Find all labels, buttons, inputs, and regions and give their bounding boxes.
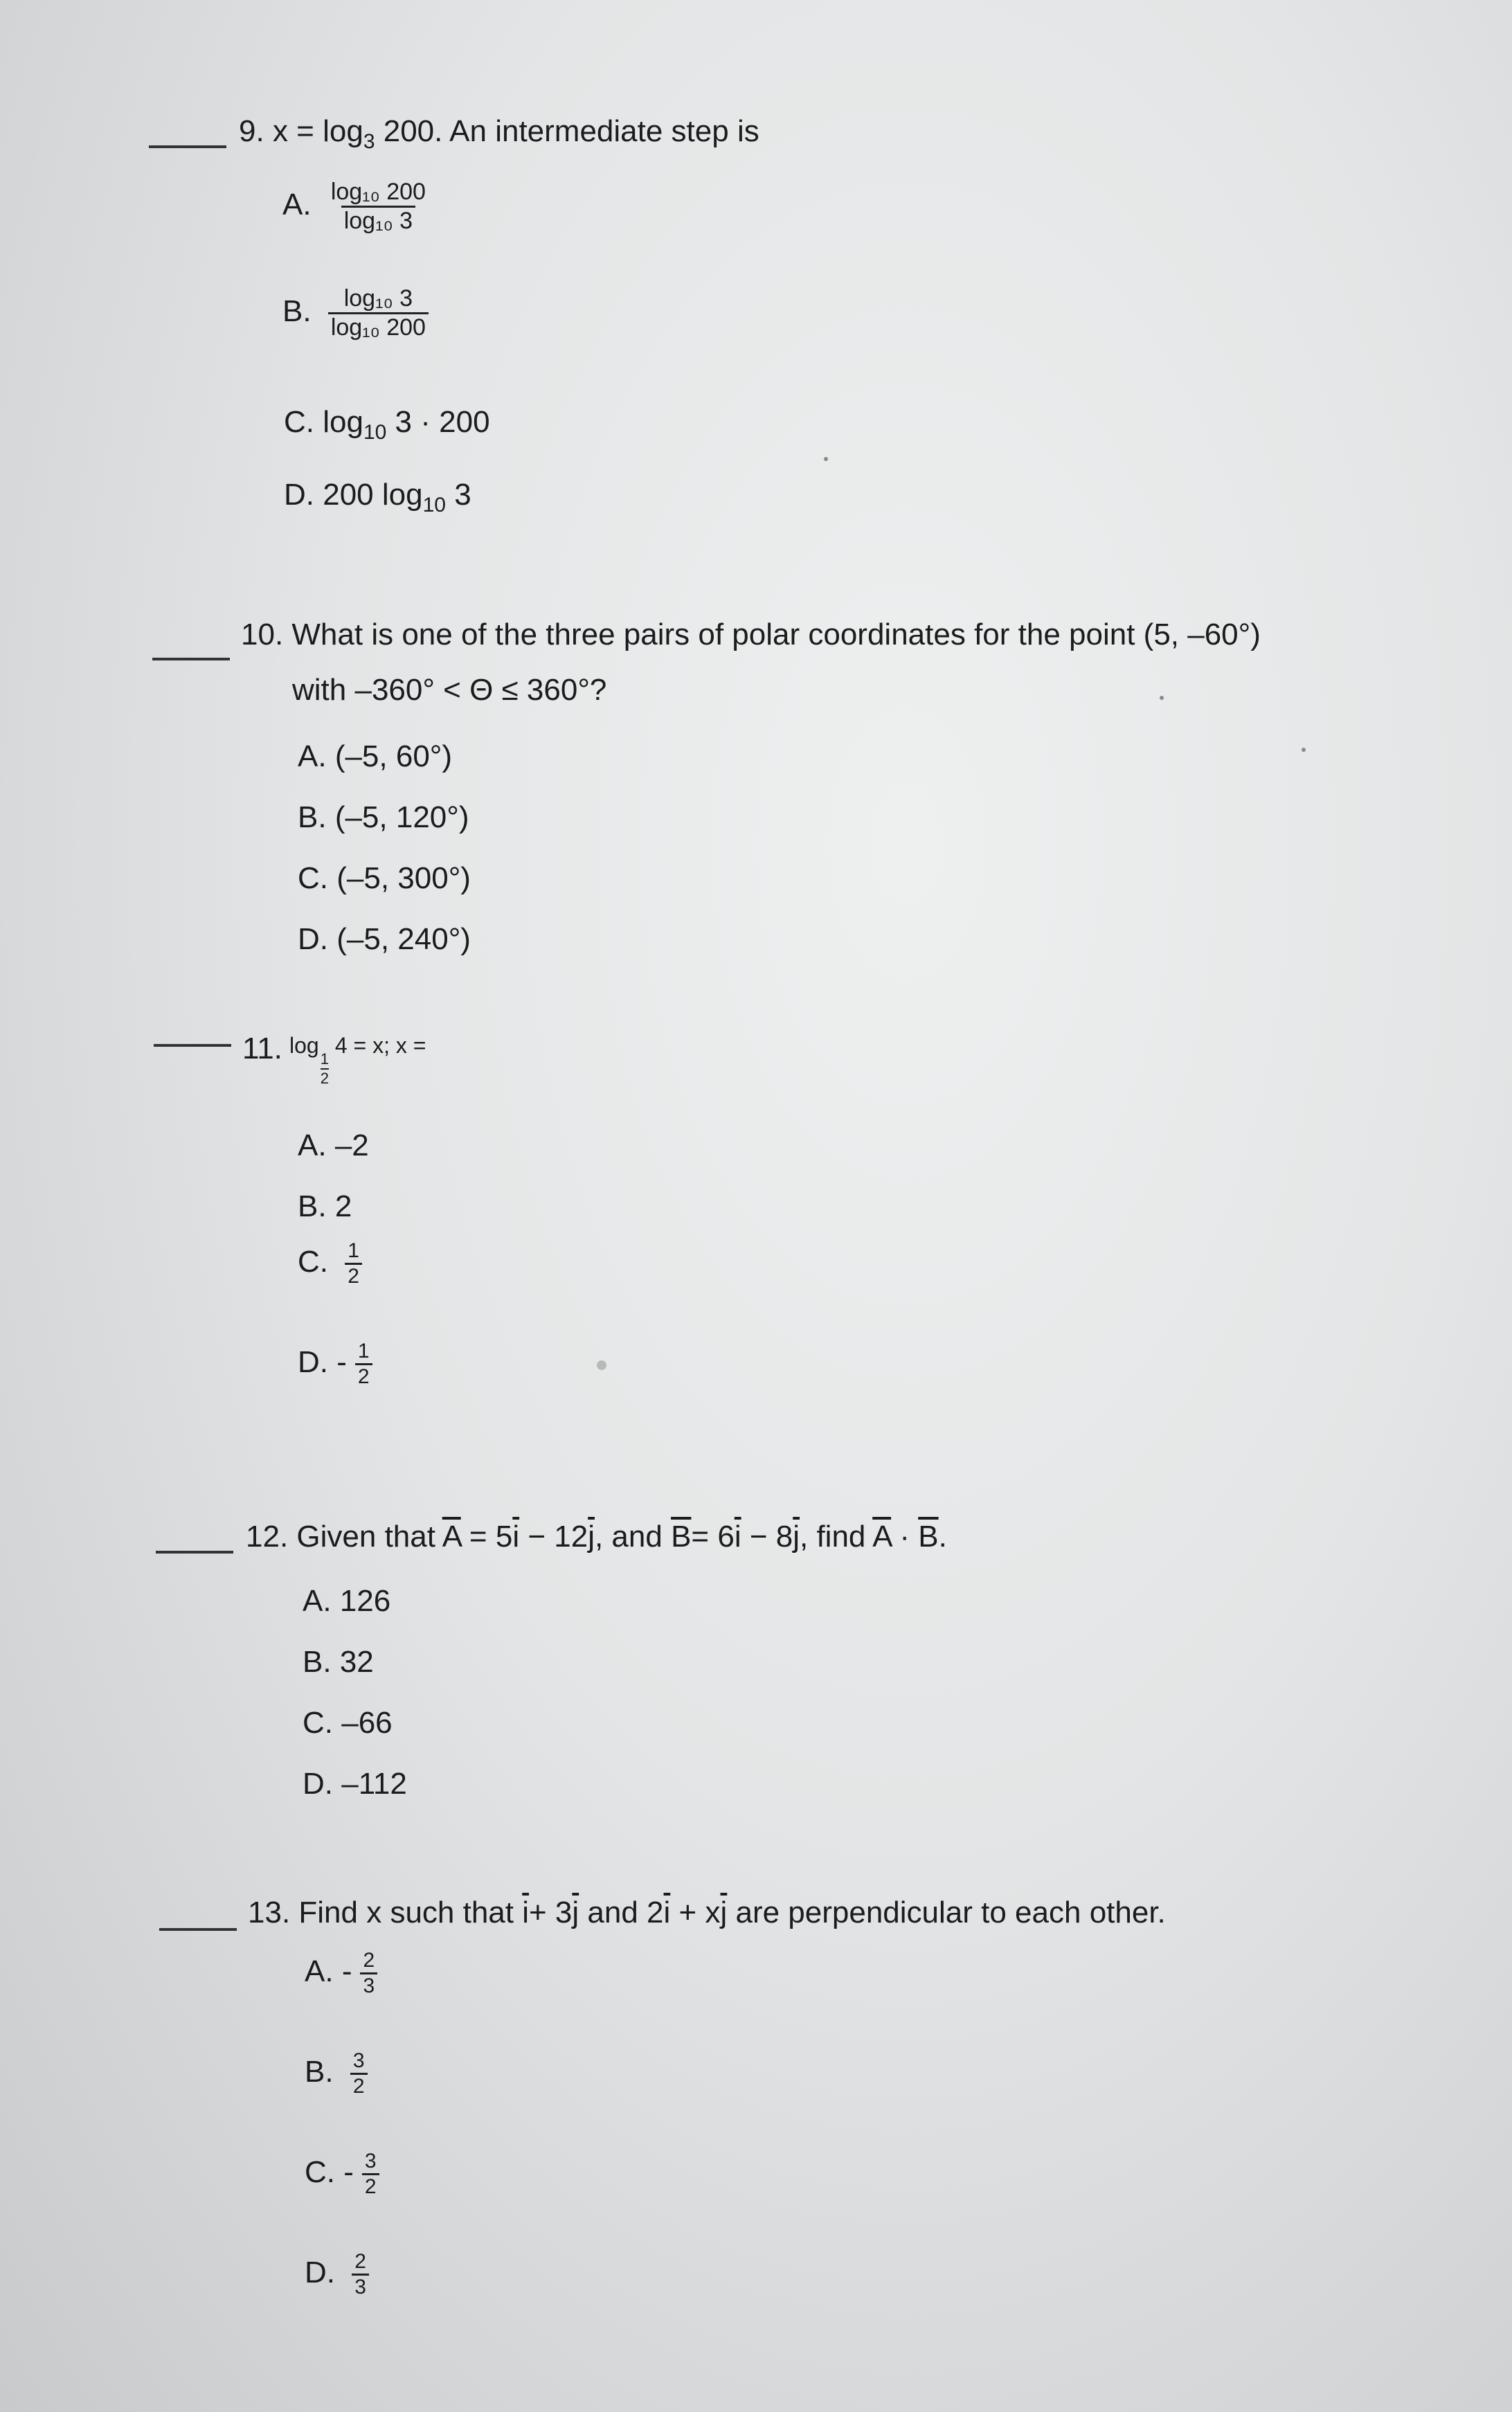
numerator: 2 — [363, 1949, 375, 1972]
unit-vector-i: $\overline{i}$ — [663, 1896, 671, 1929]
question-10-stem — [241, 618, 1261, 652]
option-text: (–5, 120°) — [334, 800, 469, 834]
option-letter: C. — [298, 1245, 328, 1279]
question-13-stem — [248, 1896, 1166, 1930]
numerator: 1 — [320, 1050, 329, 1068]
option-letter: C. — [305, 2155, 335, 2190]
option-10b[interactable] — [298, 800, 469, 835]
option-letter: B. — [282, 294, 312, 329]
stem-text: are perpendicular to each other. — [727, 1896, 1166, 1929]
numerator: 3 — [364, 2150, 377, 2172]
option-letter: D. — [298, 1345, 328, 1380]
option-13b[interactable] — [305, 2049, 368, 2098]
denominator: 2 — [362, 2173, 379, 2199]
option-letter: D. — [284, 478, 314, 512]
option-9b[interactable] — [282, 285, 429, 341]
stem-text: Given that — [296, 1520, 442, 1554]
paper-speck — [597, 1360, 606, 1370]
option-13c[interactable] — [305, 2150, 379, 2199]
denominator: 2 — [355, 1363, 372, 1389]
paper-speck — [1302, 748, 1306, 752]
option-9d[interactable] — [284, 478, 471, 517]
option-text: 32 — [339, 1645, 374, 1679]
paper-speck — [824, 457, 828, 461]
sign: - — [336, 1345, 347, 1380]
question-11-stem — [289, 1033, 426, 1088]
unit-vector-j: $\overline{j}$ — [720, 1896, 728, 1929]
denominator: 3 — [352, 2274, 369, 2299]
option-text: 126 — [339, 1584, 391, 1618]
stem-text: = 5 — [460, 1520, 513, 1554]
answer-blank-13[interactable] — [159, 1928, 237, 1931]
log-base: 10 — [363, 420, 387, 444]
option-12a[interactable] — [303, 1584, 390, 1619]
option-letter: A. — [298, 1128, 327, 1162]
stem-text: x = log — [272, 114, 363, 148]
stem-text: = 6 — [691, 1520, 735, 1554]
stem-text: + x — [670, 1896, 721, 1929]
numerator: 1 — [357, 1340, 370, 1362]
option-9c[interactable] — [284, 405, 490, 444]
option-text: (–5, 60°) — [334, 739, 453, 773]
log-base: 10 — [422, 493, 446, 516]
denominator: 2 — [320, 1070, 329, 1087]
option-text: –2 — [334, 1128, 369, 1162]
fraction — [328, 179, 429, 235]
question-number: 12. — [246, 1520, 289, 1554]
stem-text: 200. An intermediate step is — [375, 114, 759, 148]
option-text: (–5, 240°) — [336, 922, 471, 956]
fraction — [352, 2250, 369, 2299]
unit-vector-j: $\overline{j}$ — [572, 1896, 579, 1929]
option-9a[interactable] — [282, 179, 429, 235]
stem-text: Find x such that — [298, 1896, 523, 1929]
option-text: 3 · 200 — [386, 405, 490, 439]
option-text: –112 — [341, 1767, 407, 1801]
option-10c[interactable] — [298, 861, 471, 896]
vector-a: $\overline{A}$ — [872, 1520, 892, 1554]
option-11b[interactable] — [298, 1189, 352, 1224]
question-9-stem — [239, 114, 759, 154]
option-letter: D. — [303, 1767, 333, 1801]
option-letter: B. — [298, 1189, 327, 1223]
question-number: 13. — [248, 1896, 291, 1929]
option-letter: A. — [303, 1584, 332, 1618]
stem-text: − 12 — [519, 1520, 588, 1554]
unit-vector-j: $\overline{j}$ — [793, 1520, 800, 1554]
option-11c[interactable] — [298, 1239, 362, 1288]
option-11d[interactable] — [298, 1340, 372, 1389]
unit-vector-i: $\overline{i}$ — [512, 1520, 520, 1554]
fraction — [350, 2049, 368, 2098]
stem-text: with –360° < Θ ≤ 360°? — [292, 673, 607, 707]
option-letter: B. — [305, 2055, 334, 2089]
option-letter: B. — [298, 800, 327, 834]
stem-text: . — [938, 1520, 947, 1554]
option-13a[interactable] — [305, 1949, 377, 1998]
option-letter: A. — [298, 739, 327, 773]
fraction — [355, 1340, 372, 1389]
option-12d[interactable] — [303, 1767, 407, 1801]
option-text: –66 — [341, 1706, 393, 1740]
option-text: log — [323, 405, 363, 439]
fraction — [360, 1949, 377, 1998]
stem-text: − 8 — [741, 1520, 793, 1554]
option-12c[interactable] — [303, 1706, 393, 1740]
answer-blank-11[interactable] — [154, 1044, 231, 1047]
option-letter: A. — [305, 1954, 334, 1989]
question-number: 11. — [242, 1032, 282, 1065]
question-number: 10. — [241, 618, 284, 651]
question-12-stem — [246, 1520, 947, 1554]
fraction — [362, 2150, 379, 2199]
stem-text: and 2 — [579, 1896, 664, 1929]
answer-blank-10[interactable] — [152, 658, 230, 660]
option-letter: C. — [284, 405, 314, 439]
denominator: 3 — [360, 1972, 377, 1998]
option-11a[interactable] — [298, 1128, 369, 1163]
unit-vector-i: $\overline{i}$ — [522, 1896, 530, 1929]
numerator: 2 — [354, 2250, 366, 2273]
sign: - — [341, 1954, 352, 1989]
stem-text: , find — [800, 1520, 873, 1554]
fraction — [345, 1239, 362, 1288]
vector-b: $\overline{B}$ — [918, 1520, 939, 1554]
log-base-fraction — [321, 1050, 329, 1088]
option-text: 200 log — [323, 478, 423, 512]
stem-text: · — [891, 1520, 919, 1554]
denominator: log₁₀ 3 — [341, 206, 415, 235]
stem-text: What is one of the three pairs of polar coordinates for the point (5, –60°) — [291, 618, 1261, 651]
log-base: 3 — [363, 129, 375, 153]
paper-speck — [1160, 696, 1164, 700]
answer-blank-9[interactable] — [149, 145, 226, 148]
numerator: 1 — [348, 1239, 359, 1262]
option-letter: D. — [305, 2256, 335, 2290]
option-letter: A. — [282, 188, 312, 222]
option-letter: C. — [303, 1706, 333, 1740]
stem-text: + 3 — [529, 1896, 573, 1929]
option-12b[interactable] — [303, 1645, 374, 1680]
vector-a: $\overline{A}$ — [442, 1520, 461, 1554]
question-number: 9. — [239, 114, 264, 148]
unit-vector-j: $\overline{j}$ — [588, 1520, 595, 1554]
option-10d[interactable] — [298, 922, 471, 957]
denominator: log₁₀ 200 — [328, 312, 429, 341]
numerator: log₁₀ 3 — [343, 285, 413, 312]
option-letter: D. — [298, 922, 328, 956]
option-text: 3 — [445, 478, 471, 512]
sign: - — [343, 2155, 354, 2190]
fraction — [328, 285, 429, 341]
denominator: 2 — [350, 2073, 368, 2098]
stem-text: , and — [594, 1520, 672, 1554]
stem-text: log — [289, 1033, 319, 1058]
option-letter: B. — [303, 1645, 332, 1679]
question-10-stem-line2 — [292, 673, 606, 708]
option-text: 2 — [334, 1189, 352, 1223]
unit-vector-i: $\overline{i}$ — [734, 1520, 741, 1554]
option-10a[interactable] — [298, 739, 452, 774]
vector-b: $\overline{B}$ — [671, 1520, 692, 1554]
question-11-number — [242, 1032, 282, 1066]
answer-blank-12[interactable] — [156, 1551, 233, 1554]
stem-text: 4 = x; x = — [328, 1033, 426, 1058]
numerator: log₁₀ 200 — [330, 179, 426, 205]
numerator: 3 — [352, 2049, 365, 2072]
option-text: (–5, 300°) — [336, 861, 471, 895]
option-letter: C. — [298, 861, 328, 895]
denominator: 2 — [345, 1263, 362, 1288]
option-13d[interactable] — [305, 2250, 369, 2299]
